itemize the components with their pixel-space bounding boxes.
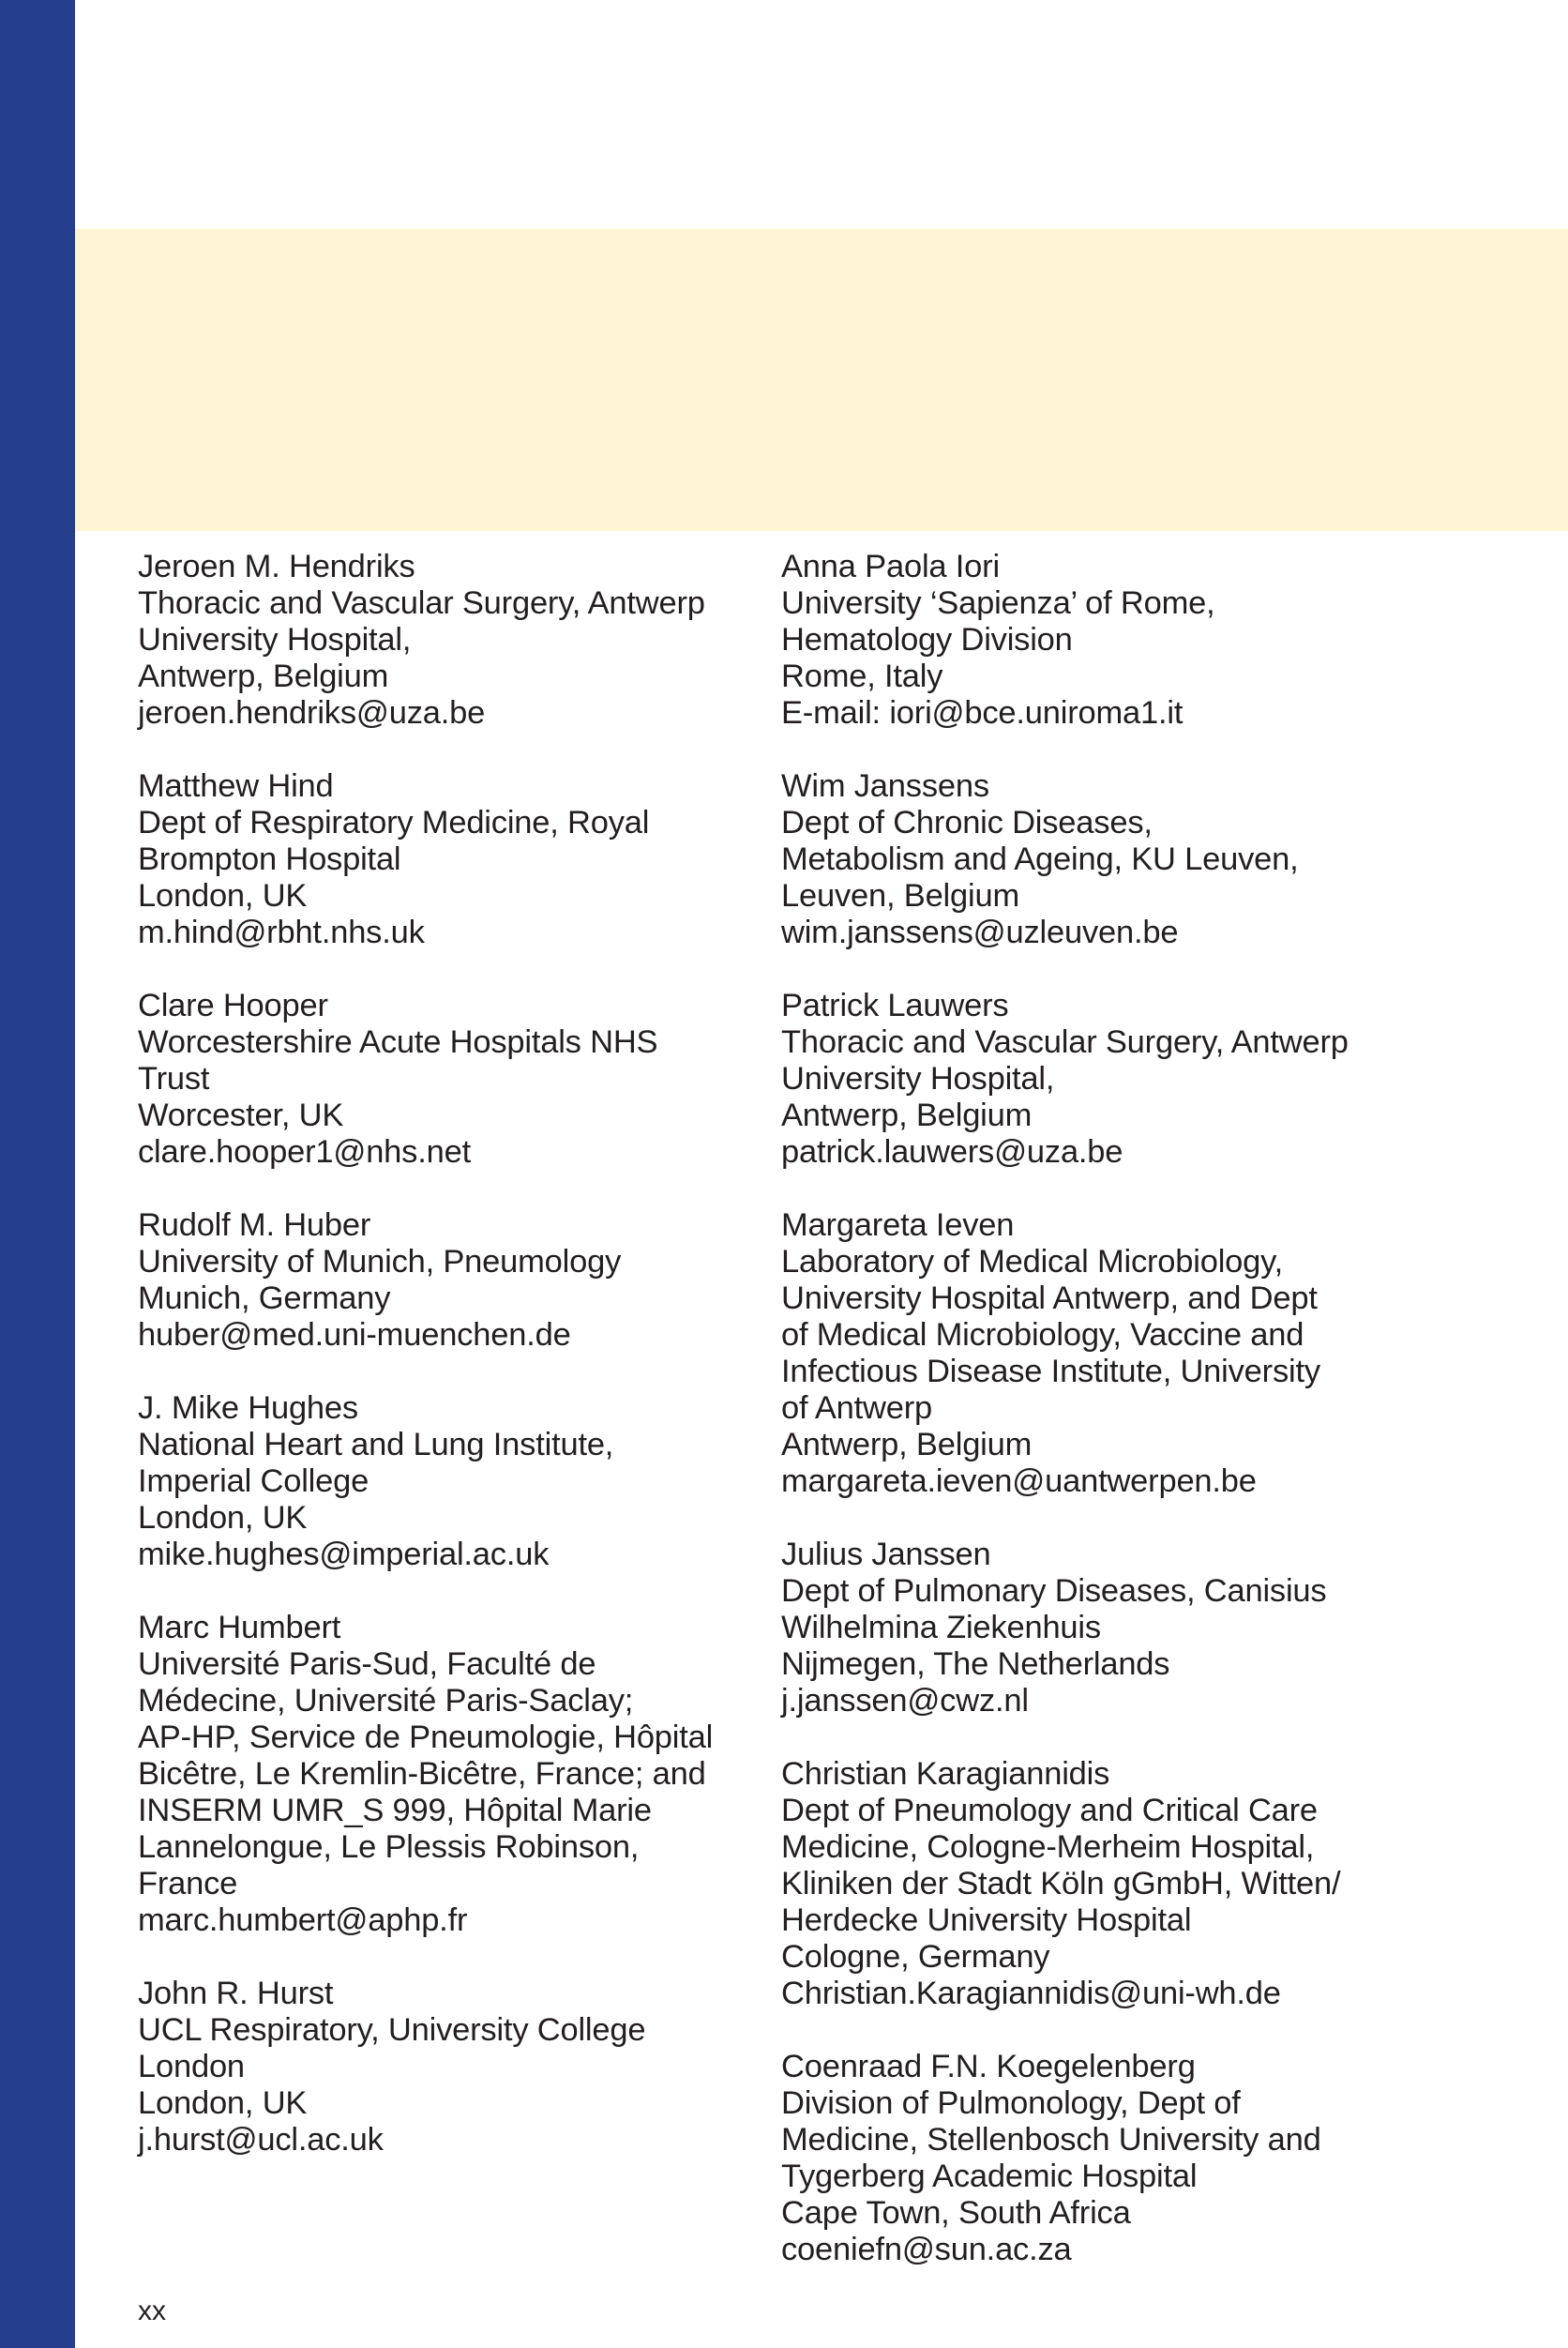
- contact-email[interactable]: wim.janssens@uzleuven.be: [781, 915, 1179, 950]
- contact-affiliation-line: Worcestershire Acute Hospitals NHS: [138, 1024, 658, 1060]
- contact-location: London, UK: [138, 878, 308, 914]
- contact-location: London, UK: [138, 2085, 308, 2121]
- contact-affiliation-line: INSERM UMR_S 999, Hôpital Marie: [138, 1793, 652, 1828]
- contact-affiliation-line: University Hospital Antwerp, and Dept: [781, 1280, 1318, 1316]
- contact-name: Clare Hooper: [138, 988, 328, 1023]
- contact-affiliation-line: Imperial College: [138, 1463, 369, 1499]
- contact-affiliation-line: University Hospital,: [781, 1061, 1055, 1097]
- contact-name: Jeroen M. Hendriks: [138, 549, 415, 584]
- contact-name: Rudolf M. Huber: [138, 1207, 371, 1243]
- contact-affiliation-line: Dept of Pulmonary Diseases, Canisius: [781, 1573, 1327, 1609]
- contact-affiliation-line: Lannelongue, Le Plessis Robinson,: [138, 1829, 640, 1865]
- contact-affiliation-line: Tygerberg Academic Hospital: [781, 2159, 1198, 2194]
- contact-entry: [781, 1756, 1419, 2012]
- contact-name: Wim Janssens: [781, 768, 989, 804]
- contact-email[interactable]: margareta.ieven@uantwerpen.be: [781, 1463, 1257, 1499]
- page-number: xx: [138, 2295, 166, 2326]
- contact-affiliation-line: Kliniken der Stadt Köln gGmbH, Witten/: [781, 1866, 1341, 1901]
- contacts-column-right: [781, 549, 1419, 2305]
- contact-affiliation-line: Dept of Pneumology and Critical Care: [781, 1793, 1318, 1828]
- contact-name: Julius Janssen: [781, 1537, 991, 1572]
- contact-entry: [138, 1207, 738, 1354]
- contact-email[interactable]: m.hind@rbht.nhs.uk: [138, 915, 425, 950]
- contact-location: Nijmegen, The Netherlands: [781, 1646, 1170, 1682]
- contact-affiliation-line: of Medical Microbiology, Vaccine and: [781, 1317, 1304, 1353]
- contact-name: John R. Hurst: [138, 1976, 334, 2011]
- header-band: [75, 229, 1568, 531]
- contact-entry: [781, 549, 1419, 732]
- contact-affiliation-line: Wilhelmina Ziekenhuis: [781, 1610, 1101, 1645]
- contact-location: Antwerp, Belgium: [781, 1427, 1033, 1462]
- contact-affiliation-line: Division of Pulmonology, Dept of: [781, 2085, 1241, 2121]
- contact-name: J. Mike Hughes: [138, 1390, 358, 1426]
- contact-entry: [781, 1537, 1419, 1719]
- contact-location: Cologne, Germany: [781, 1939, 1050, 1975]
- contact-entry: [781, 988, 1419, 1171]
- contact-affiliation-line: Médecine, Université Paris-Saclay;: [138, 1683, 634, 1719]
- contact-affiliation-line: University Hospital,: [138, 622, 412, 658]
- contact-entry: [138, 1610, 738, 1939]
- contact-email[interactable]: mike.hughes@imperial.ac.uk: [138, 1537, 550, 1572]
- contact-name: Patrick Lauwers: [781, 988, 1009, 1023]
- contact-name: Marc Humbert: [138, 1610, 341, 1645]
- contact-affiliation-line: Thoracic and Vascular Surgery, Antwerp: [138, 585, 705, 621]
- contact-affiliation-line: Laboratory of Medical Microbiology,: [781, 1244, 1284, 1280]
- contact-email[interactable]: Christian.Karagiannidis@uni-wh.de: [781, 1976, 1281, 2011]
- contact-name: Coenraad F.N. Koegelenberg: [781, 2049, 1196, 2084]
- contacts-column-left: [138, 549, 738, 2195]
- contact-email[interactable]: patrick.lauwers@uza.be: [781, 1134, 1123, 1170]
- contact-entry: [138, 768, 738, 951]
- contact-affiliation-line: London: [138, 2049, 245, 2084]
- contact-affiliation-line: Université Paris-Sud, Faculté de: [138, 1646, 596, 1682]
- contact-affiliation-line: National Heart and Lung Institute,: [138, 1427, 614, 1462]
- contact-affiliation-line: Dept of Respiratory Medicine, Royal: [138, 805, 650, 841]
- contact-entry: [781, 2049, 1419, 2268]
- contact-affiliation-line: of Antwerp: [781, 1390, 933, 1426]
- contact-email[interactable]: j.janssen@cwz.nl: [781, 1683, 1029, 1719]
- contact-entry: [138, 988, 738, 1171]
- contact-location: France: [138, 1866, 238, 1901]
- contact-affiliation-line: University of Munich, Pneumology: [138, 1244, 622, 1280]
- contact-location: Worcester, UK: [138, 1098, 344, 1133]
- contact-location: Leuven, Belgium: [781, 878, 1019, 914]
- contact-email[interactable]: clare.hooper1@nhs.net: [138, 1134, 471, 1170]
- contact-email[interactable]: E-mail: iori@bce.uniroma1.it: [781, 695, 1184, 731]
- contact-affiliation-line: Medicine, Stellenbosch University and: [781, 2122, 1321, 2158]
- contact-name: Matthew Hind: [138, 768, 334, 804]
- contact-name: Anna Paola Iori: [781, 549, 1000, 584]
- contact-location: Rome, Italy: [781, 659, 943, 694]
- contact-entry: [138, 1390, 738, 1573]
- contact-affiliation-line: Dept of Chronic Diseases,: [781, 805, 1153, 841]
- contact-name: Christian Karagiannidis: [781, 1756, 1110, 1792]
- contact-affiliation-line: Infectious Disease Institute, University: [781, 1354, 1320, 1389]
- contact-entry: [781, 768, 1419, 951]
- contact-entry: [138, 549, 738, 732]
- contact-entry: [781, 1207, 1419, 1500]
- contact-affiliation-line: Bicêtre, Le Kremlin-Bicêtre, France; and: [138, 1756, 706, 1792]
- contact-affiliation-line: University ‘Sapienza’ of Rome,: [781, 585, 1215, 621]
- contact-affiliation-line: Herdecke University Hospital: [781, 1902, 1192, 1938]
- contact-location: Munich, Germany: [138, 1280, 391, 1316]
- contact-affiliation-line: Brompton Hospital: [138, 841, 401, 877]
- contact-email[interactable]: jeroen.hendriks@uza.be: [138, 695, 486, 731]
- sidebar-color-bar: [0, 0, 75, 2348]
- contact-name: Margareta Ieven: [781, 1207, 1015, 1243]
- contact-email[interactable]: huber@med.uni-muenchen.de: [138, 1317, 571, 1353]
- contact-affiliation-line: Hematology Division: [781, 622, 1073, 658]
- contact-location: London, UK: [138, 1500, 308, 1536]
- contact-email[interactable]: coeniefn@sun.ac.za: [781, 2232, 1072, 2267]
- contact-affiliation-line: Metabolism and Ageing, KU Leuven,: [781, 841, 1299, 877]
- contact-location: Antwerp, Belgium: [138, 659, 389, 694]
- contact-affiliation-line: AP-HP, Service de Pneumologie, Hôpital: [138, 1719, 714, 1755]
- contact-email[interactable]: marc.humbert@aphp.fr: [138, 1902, 468, 1938]
- contact-location: Antwerp, Belgium: [781, 1098, 1033, 1133]
- contact-affiliation-line: Trust: [138, 1061, 210, 1097]
- contact-email[interactable]: j.hurst@ucl.ac.uk: [138, 2122, 384, 2158]
- contact-entry: [138, 1976, 738, 2159]
- contact-affiliation-line: Thoracic and Vascular Surgery, Antwerp: [781, 1024, 1349, 1060]
- contact-affiliation-line: UCL Respiratory, University College: [138, 2012, 646, 2048]
- contact-location: Cape Town, South Africa: [781, 2195, 1131, 2231]
- contact-affiliation-line: Medicine, Cologne-Merheim Hospital,: [781, 1829, 1315, 1865]
